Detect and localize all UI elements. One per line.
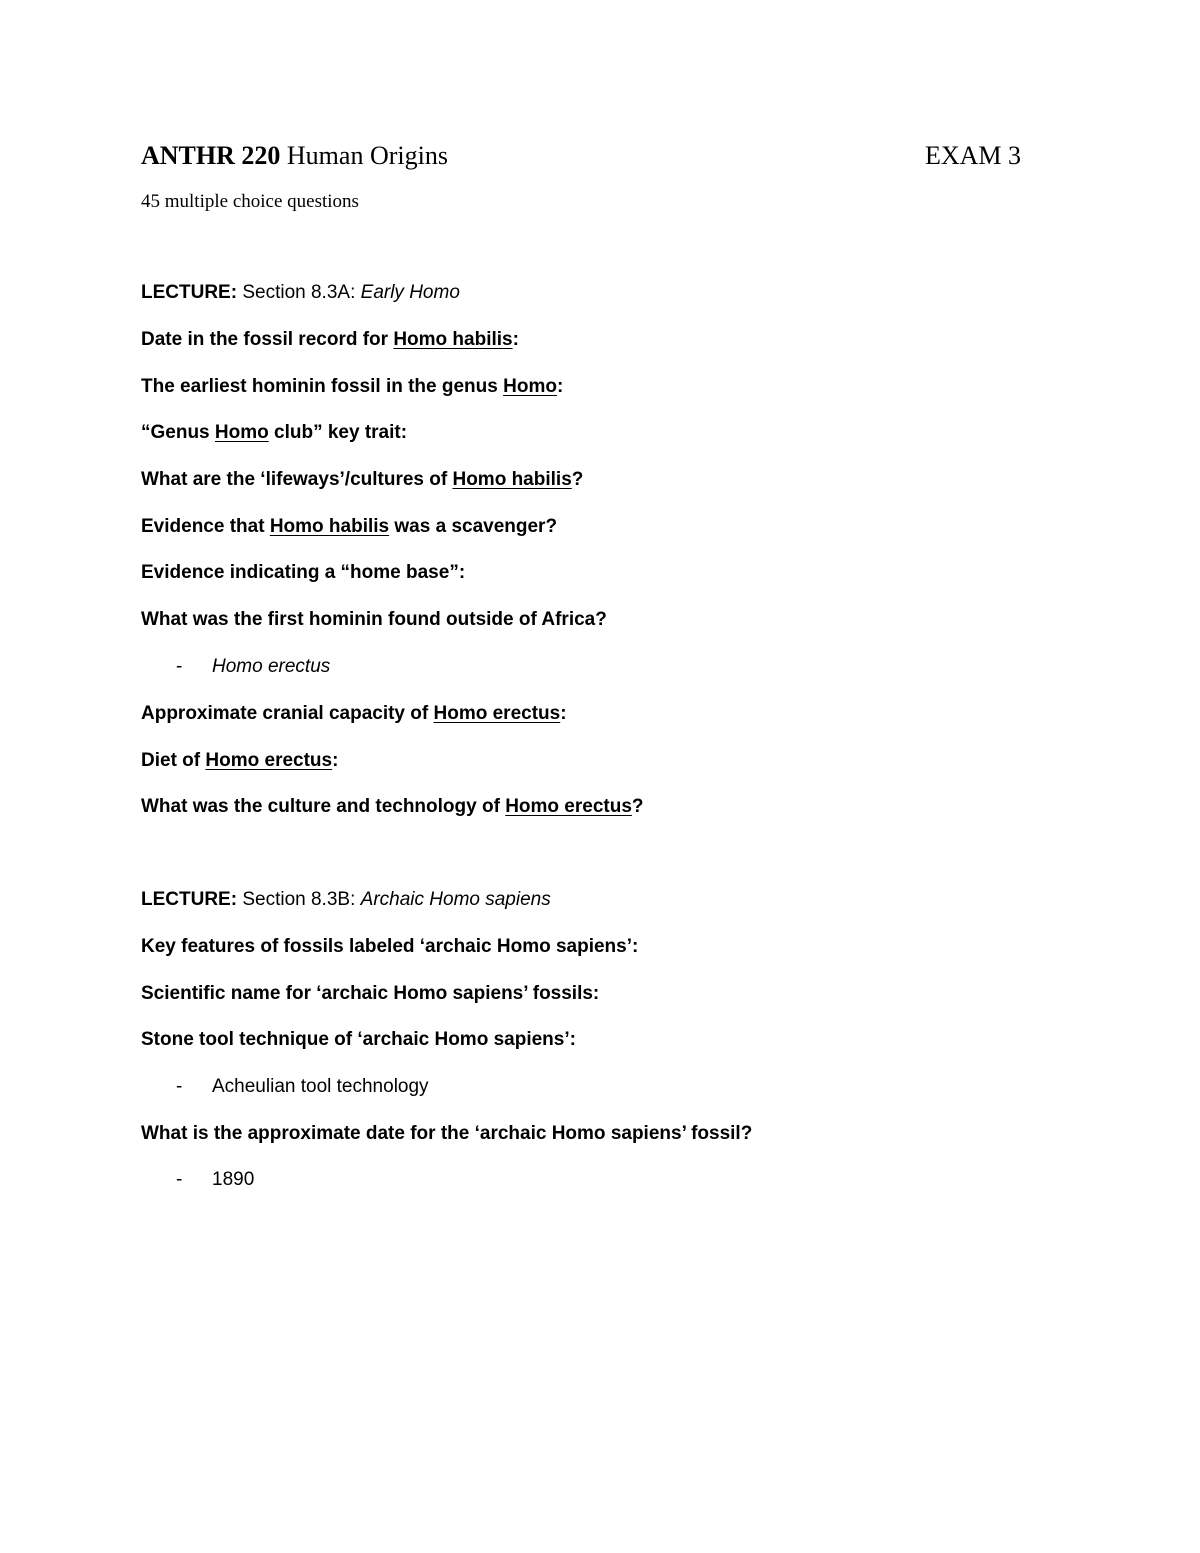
question-item	[141, 560, 465, 586]
species-name: Homo	[214, 422, 269, 443]
answer-text: Acheulian tool technology	[212, 1076, 429, 1097]
species-name: Homo habilis	[452, 469, 572, 490]
question-text: Diet of	[141, 750, 206, 771]
species-name: Homo erectus	[505, 796, 632, 817]
bullet-dash: -	[176, 656, 183, 677]
question-text: What was the first hominin found outside of Africa?	[141, 609, 607, 630]
question-item	[141, 1027, 576, 1053]
question-item	[141, 981, 599, 1007]
question-text: “Genus	[141, 422, 215, 443]
section-number: Section 8.3A:	[237, 282, 361, 303]
question-text: Stone tool technique of ‘archaic Homo sapiens’:	[141, 1029, 576, 1050]
question-item	[141, 467, 583, 493]
question-text: Key features of fossils labeled ‘archaic Homo sapiens’:	[141, 936, 639, 957]
answer-item	[176, 654, 330, 680]
question-punct: :	[512, 329, 519, 350]
bullet-dash: -	[176, 1076, 183, 1097]
question-item	[141, 934, 638, 960]
course-heading	[141, 138, 448, 174]
question-text: Evidence indicating a “home base”:	[141, 562, 466, 583]
course-code: ANTHR 220	[141, 141, 281, 170]
question-punct: ?	[571, 469, 584, 490]
question-item	[141, 327, 519, 353]
question-text: club” key trait:	[268, 422, 408, 443]
section-a-heading	[141, 280, 460, 306]
question-text: Date in the fossil record for	[141, 329, 394, 350]
question-punct: ?	[631, 796, 644, 817]
question-item	[141, 420, 407, 446]
species-name: Homo habilis	[269, 516, 390, 537]
question-text: Evidence that	[141, 516, 270, 537]
exam-label: EXAM 3	[924, 141, 1021, 170]
question-punct: :	[332, 750, 339, 771]
question-item	[141, 701, 567, 727]
answer-item	[176, 1074, 429, 1100]
question-text: was a scavenger?	[389, 516, 558, 537]
question-count: 45 multiple choice questions	[141, 191, 359, 212]
species-name: Homo erectus	[433, 703, 561, 724]
answer-text: 1890	[212, 1169, 255, 1190]
course-title: Human Origins	[280, 141, 448, 170]
question-punct: :	[556, 376, 564, 397]
question-text: What is the approximate date for the ‘archaic Homo sapiens’ fossil?	[141, 1123, 753, 1144]
section-number: Section 8.3B:	[237, 889, 361, 910]
bullet-dash: -	[176, 1169, 183, 1190]
section-topic: Early Homo	[360, 282, 460, 303]
species-name: Homo habilis	[393, 329, 513, 350]
question-text: What was the culture and technology of	[141, 796, 506, 817]
lecture-label: LECTURE:	[141, 282, 238, 303]
section-b-heading	[141, 887, 551, 913]
question-punct: :	[560, 703, 567, 724]
question-item	[141, 374, 563, 400]
question-text: Scientific name for ‘archaic Homo sapiens’ fossils:	[141, 983, 600, 1004]
question-item	[141, 514, 557, 540]
section-topic: Archaic Homo sapiens	[360, 889, 551, 910]
question-text: The earliest hominin fossil in the genus	[141, 376, 504, 397]
lecture-label: LECTURE:	[141, 889, 238, 910]
species-name: Homo	[503, 376, 557, 397]
answer-text: Homo erectus	[212, 656, 331, 677]
question-text: Approximate cranial capacity of	[141, 703, 434, 724]
question-item	[141, 1121, 752, 1147]
question-item	[141, 794, 644, 820]
answer-item	[176, 1167, 254, 1193]
species-name: Homo erectus	[205, 750, 333, 771]
document-header	[141, 138, 1021, 178]
question-text: What are the ‘lifeways’/cultures of	[141, 469, 453, 490]
question-item	[141, 607, 607, 633]
question-item	[141, 748, 338, 774]
